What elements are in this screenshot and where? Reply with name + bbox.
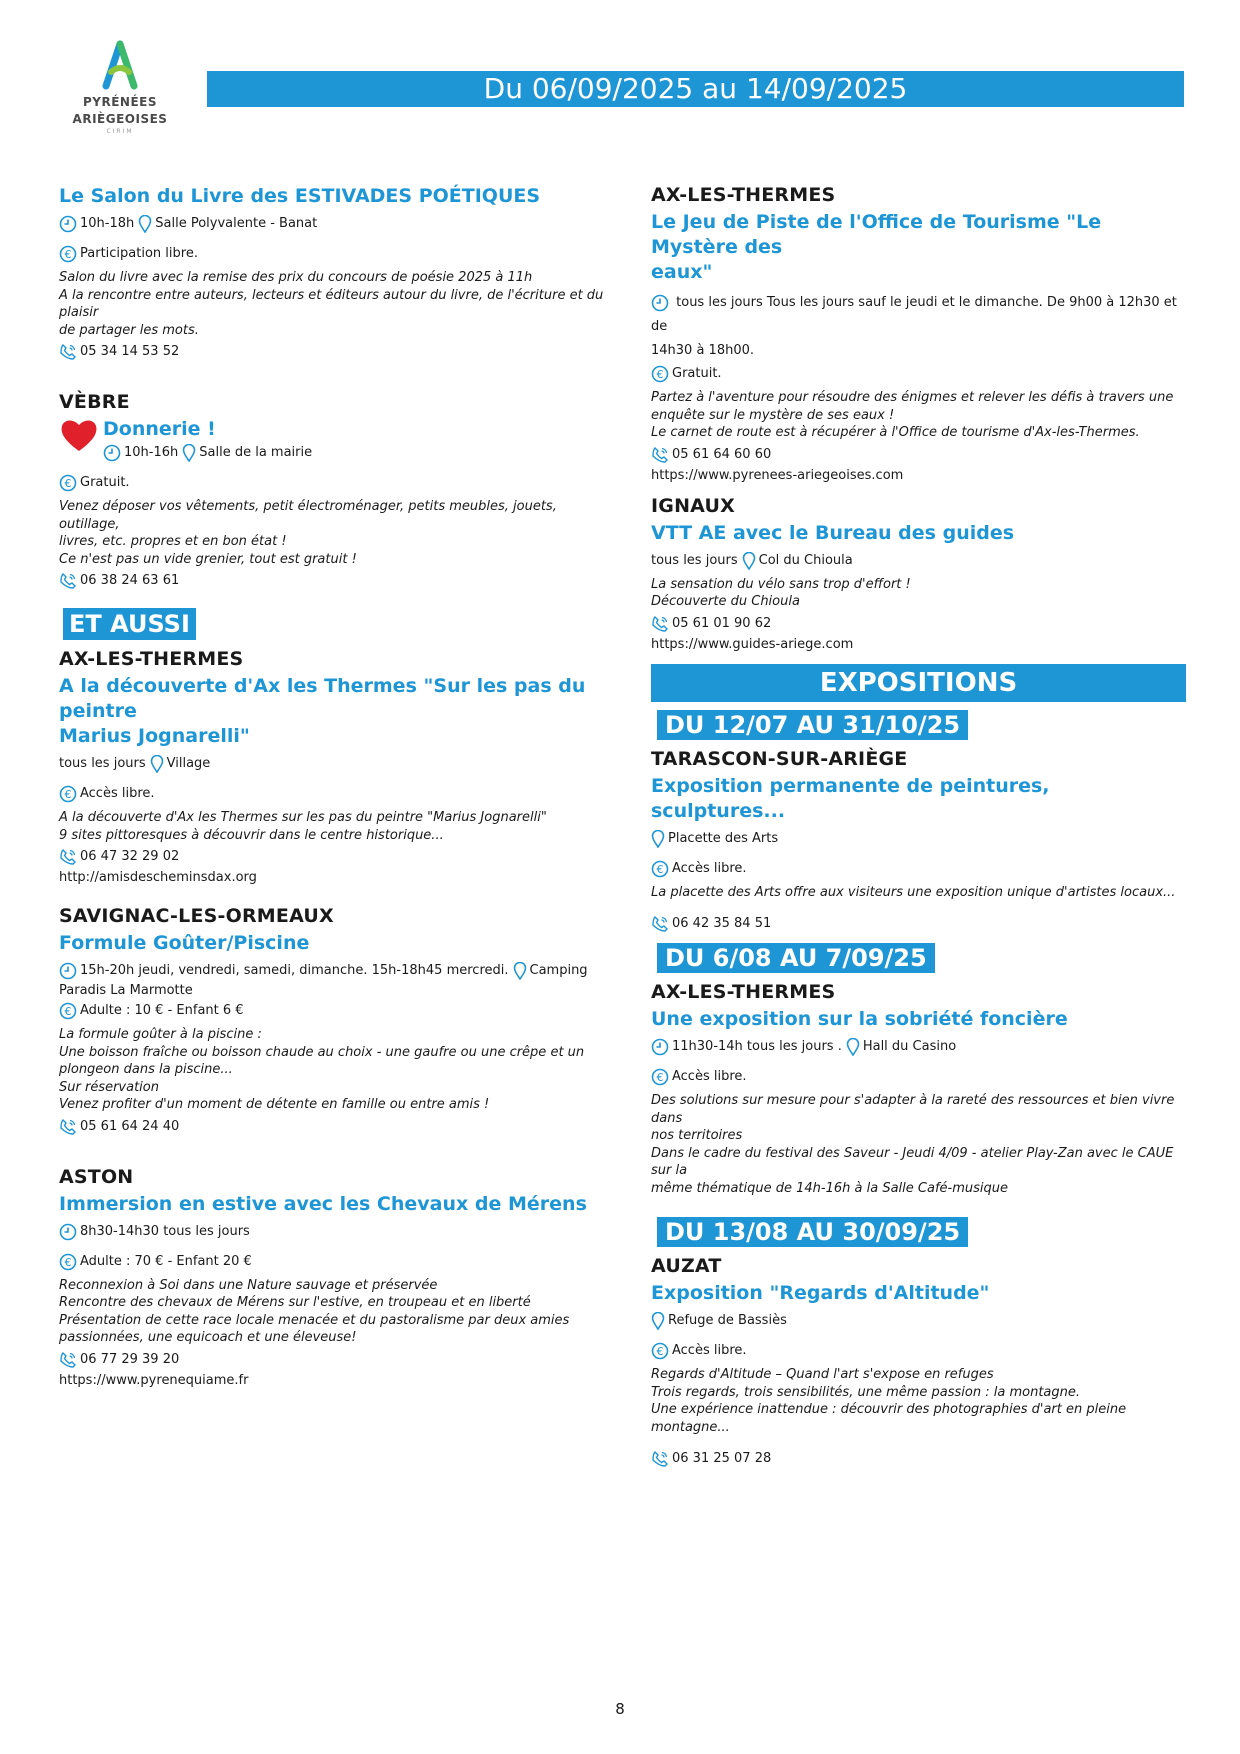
event-price: Adulte : 10 € - Enfant 6 € — [80, 1003, 244, 1018]
event-price-row — [651, 1068, 1186, 1086]
event-phone-row — [651, 915, 1186, 933]
event-phone[interactable]: 05 61 01 90 62 — [672, 615, 772, 631]
event-price: Adulte : 70 € - Enfant 20 € — [80, 1253, 252, 1269]
event-time-place — [59, 755, 619, 773]
event-price-row — [59, 245, 619, 263]
event-ax-decouverte — [59, 648, 619, 885]
event-title: Exposition permanente de peintures, sculptures... — [651, 774, 1050, 822]
title-line: A la découverte d'Ax les Thermes "Sur les pas du peintre — [59, 675, 586, 722]
event-price-row — [59, 785, 619, 803]
event-title: Exposition "Regards d'Altitude" — [651, 1282, 990, 1304]
desc-line: Une boisson fraîche ou boisson chaude au choix - une gaufre ou une crêpe et un — [59, 1044, 585, 1060]
event-place: Col du Chioula — [758, 552, 853, 568]
event-time: tous les jours — [651, 552, 738, 568]
desc-line: La sensation du vélo sans trop d'effort ! — [651, 576, 911, 592]
event-phone[interactable]: 05 61 64 24 40 — [80, 1118, 180, 1134]
event-town: AX-LES-THERMES — [651, 981, 836, 1003]
event-description — [59, 1026, 619, 1114]
event-place: Refuge de Bassiès — [668, 1313, 787, 1328]
event-place: Salle de la mairie — [199, 445, 313, 460]
euro-icon — [59, 245, 77, 263]
clock-icon — [59, 1223, 77, 1241]
event-title-row — [59, 417, 619, 464]
event-price-row — [651, 860, 1186, 878]
event-price: Accès libre. — [80, 786, 155, 801]
event-place-continued: Paradis La Marmotte — [59, 983, 193, 998]
desc-line: La formule goûter à la piscine : — [59, 1027, 262, 1042]
event-price-row — [651, 365, 1186, 383]
desc-line: 9 sites pittoresques à découvrir dans le centre historique... — [59, 827, 444, 843]
desc-line: Trois regards, trois sensibilités, une même passion : la montagne. — [651, 1384, 1080, 1400]
event-price: Participation libre. — [80, 246, 198, 261]
desc-line: Venez profiter d'un moment de détente en famille ou entre amis ! — [59, 1097, 490, 1112]
desc-line: Venez déposer vos vêtements, petit électroménager, petits meubles, jouets, outillage, — [59, 499, 557, 532]
svg-text:€: € — [656, 862, 664, 876]
desc-line: Des solutions sur mesure pour s'adapter à la rareté des ressources et bien vivre dans — [651, 1093, 1175, 1126]
event-url[interactable]: https://www.pyrenees-ariegeoises.com — [651, 467, 904, 483]
desc-line: Présentation de cette race locale menacée et du pastoralisme par deux amies — [59, 1312, 570, 1328]
clock-icon — [59, 962, 77, 980]
event-title: VTT AE avec le Bureau des guides — [651, 521, 1015, 544]
logo-tagline: CIRIM — [106, 128, 134, 135]
event-place: Salle Polyvalente - Banat — [155, 216, 318, 231]
event-time: 8h30-14h30 tous les jours — [80, 1223, 250, 1239]
clock-icon — [651, 294, 669, 312]
right-column — [651, 184, 1186, 1470]
event-phone[interactable]: 06 47 32 29 02 — [80, 849, 180, 864]
clock-icon — [103, 444, 121, 462]
event-phone-row — [651, 1450, 1186, 1468]
event-time-place — [59, 962, 619, 980]
event-place: Village — [166, 756, 211, 771]
phone-icon — [651, 915, 669, 933]
date-range-banner: Du 06/09/2025 au 14/09/2025 — [207, 71, 1184, 107]
desc-line: de partager les mots. — [59, 322, 199, 338]
event-description — [59, 1277, 619, 1347]
desc-line: Ce n'est pas un vide grenier, tout est gratuit ! — [59, 551, 357, 567]
svg-text:€: € — [64, 1255, 72, 1269]
desc-line: A la découverte d'Ax les Thermes sur les pas du peintre "Marius Jognarelli" — [59, 810, 547, 825]
event-time-place — [651, 1038, 1186, 1056]
event-url[interactable]: https://www.pyrenequiame.fr — [59, 1372, 249, 1388]
svg-text:€: € — [656, 368, 664, 381]
section-heading-expositions: EXPOSITIONS — [651, 664, 1186, 702]
event-price: Accès libre. — [672, 1069, 747, 1084]
desc-line: nos territoires — [651, 1128, 743, 1143]
event-phone[interactable]: 06 42 35 84 51 — [672, 916, 772, 931]
event-place-row — [651, 1312, 1186, 1330]
expo-date-range: DU 12/07 AU 31/10/25 — [657, 710, 968, 740]
event-phone-row — [59, 1118, 619, 1136]
event-time: 10h-16h — [124, 445, 179, 460]
event-description — [651, 1366, 1186, 1436]
svg-text:€: € — [64, 788, 72, 801]
phone-icon — [651, 615, 669, 633]
event-time: 11h30-14h tous les jours . — [672, 1039, 842, 1054]
logo-text-line1: PYRÉNÉES — [82, 95, 157, 109]
event-phone[interactable]: 06 77 29 39 20 — [80, 1351, 180, 1367]
event-phone[interactable]: 05 34 14 53 52 — [80, 344, 180, 359]
event-description — [59, 809, 619, 844]
event-phone-row — [651, 615, 1186, 633]
event-gouter-piscine — [59, 905, 619, 1136]
svg-text:€: € — [656, 1345, 664, 1358]
desc-line: La placette des Arts offre aux visiteurs une exposition unique d'artistes locaux... — [651, 884, 1176, 900]
location-pin-icon — [138, 215, 152, 233]
svg-text:€: € — [64, 1005, 72, 1018]
event-phone-row — [59, 343, 619, 361]
event-town: AX-LES-THERMES — [59, 648, 244, 670]
expo-date-range: DU 13/08 AU 30/09/25 — [657, 1217, 968, 1247]
desc-line: Découverte du Chioula — [651, 594, 800, 609]
phone-icon — [651, 446, 669, 464]
event-phone-row — [59, 1351, 619, 1369]
event-title: Formule Goûter/Piscine — [59, 932, 310, 954]
svg-text:€: € — [64, 248, 72, 261]
event-description — [651, 884, 1186, 902]
euro-icon — [651, 1068, 669, 1086]
desc-line: Salon du livre avec la remise des prix du concours de poésie 2025 à 11h — [59, 270, 533, 285]
desc-line: Le carnet de route est à récupérer à l'Office de tourisme d'Ax-les-Thermes. — [651, 425, 1140, 440]
heart-icon — [59, 417, 99, 453]
event-time: 10h-18h — [80, 216, 135, 231]
event-url[interactable]: https://www.guides-ariege.com — [651, 636, 854, 652]
desc-line: même thématique de 14h-16h à la Salle Café-musique — [651, 1180, 1008, 1196]
page-number: 8 — [615, 1700, 625, 1718]
section-heading-et-aussi: ET AUSSI — [63, 608, 196, 640]
event-salon-livre — [59, 184, 619, 361]
event-description — [59, 498, 619, 568]
event-title: Donnerie ! — [103, 418, 216, 440]
event-time-continued: 14h30 à 18h00. — [651, 343, 755, 358]
event-time: tous les jours — [59, 756, 146, 771]
event-town: VÈBRE — [59, 391, 130, 413]
title-line: eaux" — [651, 261, 713, 283]
event-title: Le Salon du Livre des ESTIVADES POÉTIQUES — [59, 185, 541, 207]
event-price: Accès libre. — [672, 860, 747, 876]
event-price-row — [651, 1342, 1186, 1360]
desc-line: Une expérience inattendue : découvrir des photographies d'art en pleine montagne... — [651, 1402, 1127, 1435]
desc-line: enquête sur le mystère de ses eaux ! — [651, 407, 895, 423]
event-town: TARASCON-SUR-ARIÈGE — [651, 747, 908, 770]
euro-icon — [651, 1342, 669, 1360]
location-pin-icon — [651, 830, 665, 848]
desc-line: plongeon dans la piscine... — [59, 1062, 233, 1077]
desc-line: Dans le cadre du festival des Saveur - Jeudi 4/09 - atelier Play-Zan avec le CAUE sur la — [651, 1145, 1174, 1178]
event-time: 15h-20h jeudi, vendredi, samedi, dimanche. 15h-18h45 mercredi. — [80, 963, 509, 978]
event-description — [651, 1092, 1186, 1197]
svg-text:€: € — [64, 477, 72, 490]
event-place: Hall du Casino — [862, 1039, 957, 1054]
location-pin-icon — [651, 1312, 665, 1330]
location-pin-icon — [150, 755, 164, 773]
event-url[interactable]: http://amisdescheminsdax.org — [59, 870, 257, 885]
event-place: Placette des Arts — [668, 830, 779, 846]
svg-text:€: € — [656, 1071, 664, 1084]
euro-icon — [59, 1253, 77, 1271]
desc-line: Regards d'Altitude – Quand l'art s'expose en refuges — [651, 1367, 994, 1382]
desc-line: Partez à l'aventure pour résoudre des énigmes et relever les défis à travers une — [651, 390, 1174, 405]
event-time-place — [59, 215, 619, 233]
event-town: SAVIGNAC-LES-ORMEAUX — [59, 905, 334, 927]
event-donnerie — [59, 391, 619, 590]
event-phone[interactable]: 06 31 25 07 28 — [672, 1451, 772, 1466]
location-pin-icon — [846, 1038, 860, 1056]
clock-icon — [59, 215, 77, 233]
event-phone-row — [651, 446, 1186, 464]
euro-icon — [59, 474, 77, 492]
desc-line: passionnées, une equicoach et une éleveuse! — [59, 1330, 357, 1345]
euro-icon — [59, 785, 77, 803]
euro-icon — [59, 1002, 77, 1020]
logo — [70, 40, 170, 135]
phone-icon — [59, 572, 77, 590]
desc-line: livres, etc. propres et en bon état ! — [59, 534, 287, 549]
event-title: Une exposition sur la sobriété foncière — [651, 1008, 1068, 1030]
event-place: Camping — [529, 963, 588, 978]
logo-text-line2: ARIÈGEOISES — [72, 112, 168, 126]
event-time-place — [651, 552, 1186, 570]
expo-regards-altitude — [651, 1217, 1186, 1468]
event-time-place — [103, 444, 312, 462]
euro-icon — [651, 365, 669, 383]
event-town: IGNAUX — [651, 494, 735, 517]
event-phone[interactable]: 06 38 24 63 61 — [80, 573, 180, 588]
event-title: Immersion en estive avec les Chevaux de Mérens — [59, 1192, 587, 1215]
event-description — [59, 269, 619, 339]
event-description — [651, 576, 1186, 611]
expo-tarascon — [651, 710, 1186, 934]
event-phone-row — [59, 572, 619, 590]
phone-icon — [59, 848, 77, 866]
event-price-row — [59, 1253, 619, 1271]
event-title — [651, 210, 1186, 285]
desc-line: Rencontre des chevaux de Mérens sur l'estive, en troupeau et en liberté — [59, 1295, 531, 1310]
event-vtt-ae — [651, 495, 1186, 652]
phone-icon — [59, 1351, 77, 1369]
event-price: Accès libre. — [672, 1343, 747, 1358]
event-time-row — [651, 291, 1186, 363]
desc-line: Reconnexion à Soi dans une Nature sauvage et préservée — [59, 1277, 438, 1293]
phone-icon — [59, 343, 77, 361]
location-pin-icon — [742, 552, 756, 570]
event-phone[interactable]: 05 61 64 60 60 — [672, 446, 772, 462]
desc-line: A la rencontre entre auteurs, lecteurs et éditeurs autour du livre, de l'écriture et du plaisir — [59, 287, 604, 320]
expo-date-range: DU 6/08 AU 7/09/25 — [657, 943, 935, 973]
event-place-row — [651, 830, 1186, 848]
event-price: Gratuit. — [672, 366, 722, 381]
title-line: Marius Jognarelli" — [59, 725, 250, 747]
desc-line: Sur réservation — [59, 1079, 159, 1095]
euro-icon — [651, 860, 669, 878]
location-pin-icon — [182, 444, 196, 462]
left-column — [59, 184, 619, 1392]
event-town: ASTON — [59, 1165, 134, 1188]
title-line: Le Jeu de Piste de l'Office de Tourisme "Le Mystère des — [651, 211, 1102, 258]
event-price: Gratuit. — [80, 475, 130, 490]
event-time-row — [59, 1223, 619, 1241]
location-pin-icon — [513, 962, 527, 980]
event-town: AUZAT — [651, 1255, 722, 1277]
event-jeu-de-piste — [651, 184, 1186, 483]
event-town: AX-LES-THERMES — [651, 184, 836, 206]
phone-icon — [59, 1118, 77, 1136]
event-price-row — [59, 474, 619, 492]
event-price-row — [59, 1002, 619, 1020]
event-chevaux-merens — [59, 1166, 619, 1388]
event-title — [59, 674, 619, 749]
phone-icon — [651, 1450, 669, 1468]
clock-icon — [651, 1038, 669, 1056]
event-phone-row — [59, 848, 619, 866]
event-time: tous les jours Tous les jours sauf le jeudi et le dimanche. De 9h00 à 12h30 et de — [651, 295, 1177, 334]
logo-icon — [98, 40, 142, 92]
event-description — [651, 389, 1186, 442]
expo-sobriete-fonciere — [651, 943, 1186, 1197]
